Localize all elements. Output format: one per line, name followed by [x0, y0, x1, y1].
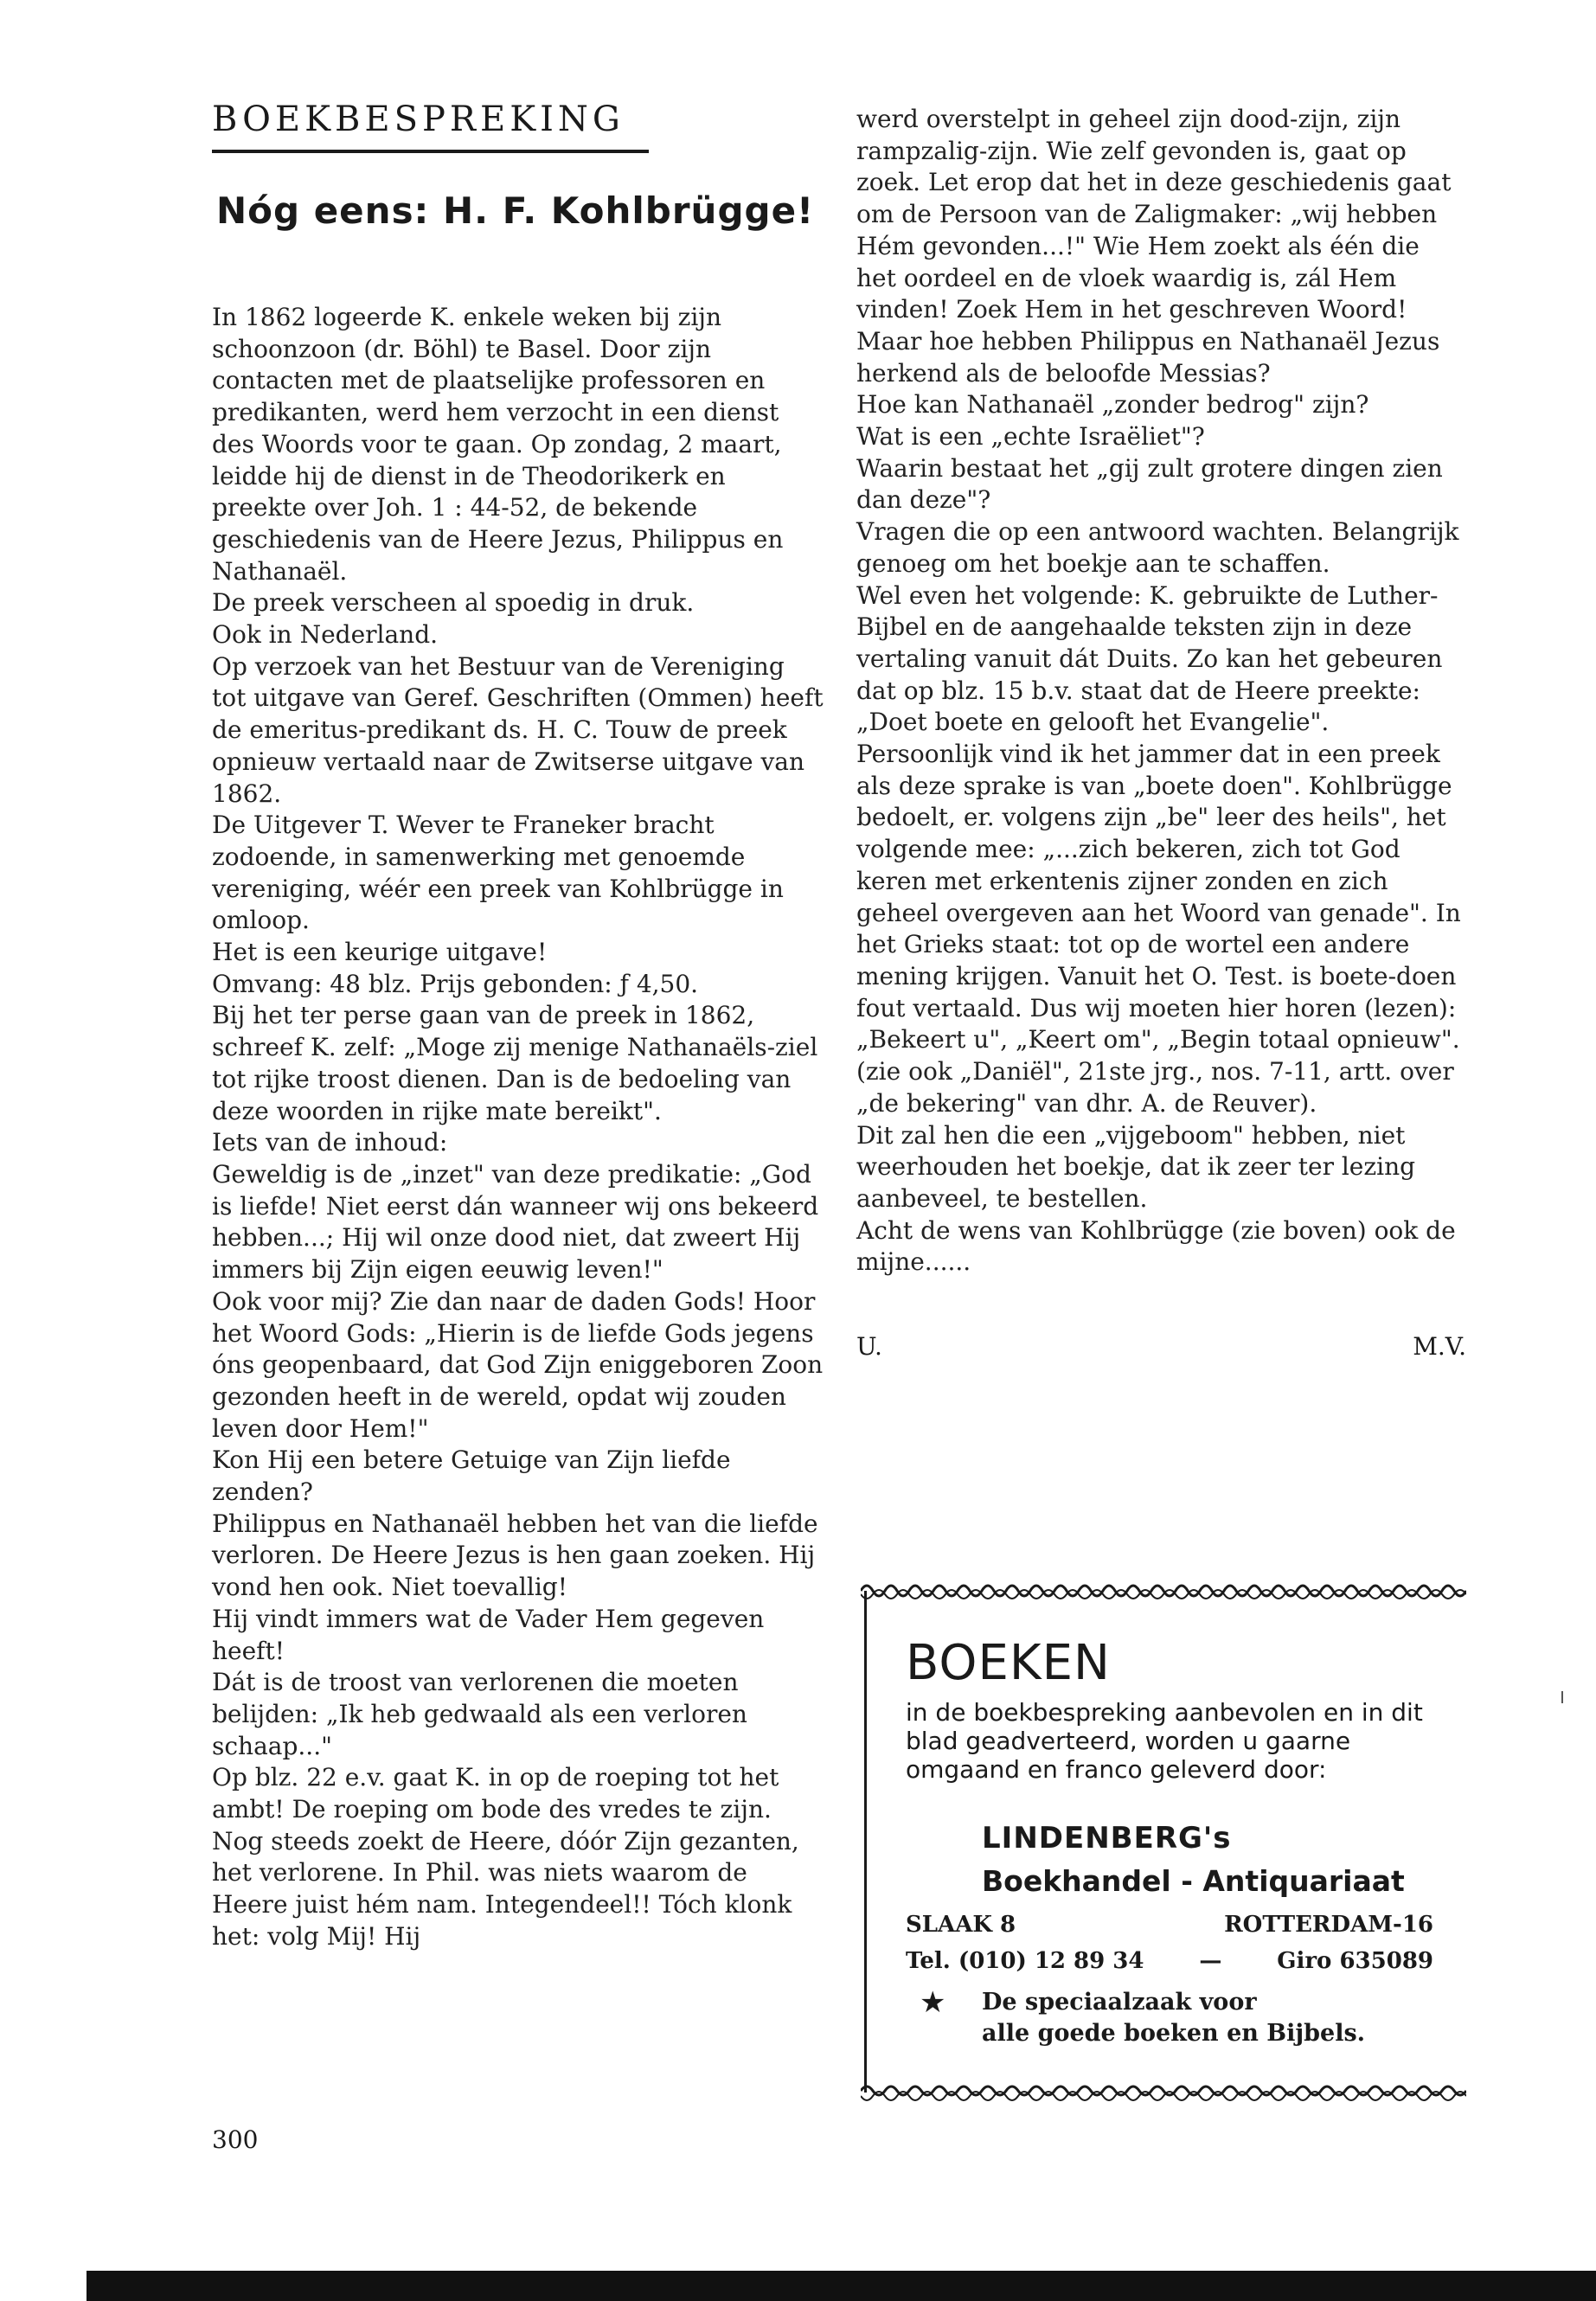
paragraph: Hoe kan Nathanaël „zonder bedrog" zijn? — [856, 390, 1369, 420]
paragraph: Philippus en Nathanaël hebben het van die liefde verloren. De Heere Jezus is hen gaan zoeken. Hij vond hen ook. Niet toevallig! — [212, 1509, 818, 1602]
ad-text — [906, 1698, 1433, 1784]
shop-name: LINDENBERG's — [982, 1821, 1232, 1856]
decorative-border-bottom — [861, 2082, 1466, 2106]
paragraph: Ook in Nederland. — [212, 620, 439, 650]
paragraph: Acht de wens van Kohlbrügge (zie boven) ook de mijne...... — [856, 1215, 1456, 1277]
ad-slogan — [982, 1987, 1365, 2049]
shop-phone: Tel. (010) 12 89 34 — [906, 1948, 1144, 1974]
paragraph: Bij het ter perse gaan van de preek in 1862, schreef K. zelf: „Moge zij menige Nathanaëls-ziel tot rijke troost dienen. Dan is de bedoeling van deze woorden in rijke mate bereikt". — [212, 1001, 818, 1125]
shop-city: ROTTERDAM-16 — [1224, 1912, 1433, 1938]
paragraph: Het is een keurige uitgave! — [212, 938, 548, 967]
paragraph: Wat is een „echte Israëliet"? — [856, 422, 1205, 452]
signature — [856, 1332, 1466, 1361]
paragraph: Omvang: 48 blz. Prijs gebonden: ƒ 4,50. — [212, 969, 699, 998]
paragraph: Wel even het volgende: K. gebruikte de Luther-Bijbel en de aangehaalde teksten zijn in deze vertaling vanuit dát Duits. Zo kan het gebeuren dat op blz. 15 b.v. staat dat de Heere preekte: „Doet boete en gelooft het Evangelie". Persoonlijk vind ik het jammer dat in een preek als deze sprake is van „boete doen". Kohlbrügge bedoelt, er. volgens zijn „be" leer des heils", het volgende mee: „...zich bekeren, zich tot God keren met erkentenis zijner zonden en zich geheel overgeven aan het Woord van genade". In het Grieks staat: tot op de wortel een andere mening krijgen. Vanuit het O. Test. is boete-doen fout vertaald. Dus wij moeten hier horen (lezen): „Bekeert u", „Keert om", „Begin totaal opnieuw". (zie ook „Daniël", 21ste jrg., nos. 7-11, artt. over „de bekering" van dhr. A. de Reuver). — [856, 580, 1461, 1118]
paragraph: De preek verscheen al spoedig in druk. — [212, 588, 695, 618]
shop-giro: Giro 635089 — [1277, 1948, 1433, 1974]
shop-address: SLAAK 8 — [906, 1912, 1016, 1938]
right-column-text — [856, 104, 1466, 1279]
shop-type: Boekhandel - Antiquariaat — [982, 1864, 1405, 1898]
star-icon: ★ — [920, 1985, 946, 2020]
paragraph: In 1862 logeerde K. enkele weken bij zijn schoonzoon (dr. Böhl) te Basel. Door zijn contacten met de plaatselijke professoren en predikanten, werd hem verzocht in een dienst des Woords voor te gaan. Op zondag, 2 maart, leidde hij de dienst in de Theodorikerk en preekte over Joh. 1 : 44-52, de bekende geschiedenis van de Heere Jezus, Philippus en Nathanaël. — [212, 303, 784, 586]
paragraph: Dát is de troost van verlorenen die moeten belijden: „Ik heb gedwaald als een verloren schaap..." — [212, 1668, 747, 1760]
signature-author: M.V. — [1413, 1332, 1466, 1362]
address-row — [906, 1912, 1433, 1938]
slogan-line: alle goede boeken en Bijbels. — [982, 2020, 1366, 2047]
margin-mark — [1561, 1691, 1563, 1703]
paragraph: Ook voor mij? Zie dan naar de daden Gods! Hoor het Woord Gods: „Hierin is de liefde Gods jegens óns geopenbaard, dat God Zijn eniggeboren Zoon gezonden heeft in de wereld, opdat wij zouden leven door Hem!" — [212, 1286, 824, 1443]
ad-title: BOEKEN — [906, 1635, 1111, 1691]
section-title: BOEKBESPREKING — [212, 99, 625, 139]
paragraph: De Uitgever T. Wever te Franeker bracht zodoende, in samenwerking met genoemde vereniging, wéér een preek van Kohlbrügge in omloop. — [212, 811, 784, 935]
signature-left: U. — [856, 1332, 882, 1362]
paragraph: Dit zal hen die een „vijgeboom" hebben, niet weerhouden het boekje, dat ik zeer ter lezing aanbeveel, te bestellen. — [856, 1120, 1416, 1213]
contact-dash: — — [1199, 1948, 1222, 1974]
article-headline: Nóg eens: H. F. Kohlbrügge! — [216, 189, 815, 232]
paragraph: Vragen die op een antwoord wachten. Belangrijk genoeg om het boekje aan te schaffen. — [856, 517, 1459, 578]
left-column — [212, 99, 826, 1953]
paragraph: werd overstelpt in geheel zijn dood-zijn, zijn rampzalig-zijn. Wie zelf gevonden is, gaat op zoek. Let erop dat het in deze geschiedenis gaat om de Persoon van de Zaligmaker: „wij hebben Hém gevonden...!" Wie Hem zoekt als één die het oordeel en de vloek waardig is, zál Hem vinden! Zoek Hem in het geschreven Woord! — [856, 105, 1452, 324]
title-rule — [212, 150, 649, 153]
ad-description: in de boekbespreking aanbevolen en in dit blad geadverteerd, worden u gaarne omgaand en franco geleverd door: — [906, 1698, 1423, 1784]
paragraph: Maar hoe hebben Philippus en Nathanaël Jezus herkend als de beloofde Messias? — [856, 326, 1440, 388]
bookshop-advertisement — [861, 1579, 1466, 2106]
left-column-text — [212, 302, 826, 1953]
right-column — [856, 104, 1466, 1361]
paragraph: Waarin bestaat het „gij zult grotere dingen zien dan deze"? — [856, 453, 1443, 515]
paragraph: Op blz. 22 e.v. gaat K. in op de roeping tot het ambt! De roeping om bode des vredes te zijn. Nog steeds zoekt de Heere, dóór Zijn gezanten, het verlorene. In Phil. was niets waarom de Heere juist hém nam. Integendeel!! Tóch klonk het: volg Mij! Hij — [212, 1763, 799, 1951]
bottom-scan-bar — [87, 2271, 1596, 2301]
paragraph: Iets van de inhoud: — [212, 1128, 448, 1157]
paragraph: Op verzoek van het Bestuur van de Vereniging tot uitgave van Geref. Geschriften (Ommen) heeft de emeritus-predikant ds. H. C. Touw de preek opnieuw vertaald naar de Zwitserse uitgave van 1862. — [212, 651, 824, 808]
paragraph: Kon Hij een betere Getuige van Zijn liefde zenden? — [212, 1445, 731, 1507]
paragraph: Hij vindt immers wat de Vader Hem gegeven heeft! — [212, 1604, 765, 1665]
contact-row — [906, 1948, 1433, 1974]
decorative-border-top — [861, 1579, 1466, 1603]
page-number: 300 — [212, 2125, 259, 2154]
ad-border-left — [864, 1591, 867, 2093]
paragraph: Geweldig is de „inzet" van deze predikatie: „God is liefde! Niet eerst dán wanneer wij ons bekeerd hebben...; Hij wil onze dood niet, dat zweert Hij immers bij Zijn eigen eeuwig leven!" — [212, 1159, 819, 1285]
slogan-line: De speciaalzaak voor — [982, 1989, 1257, 2016]
